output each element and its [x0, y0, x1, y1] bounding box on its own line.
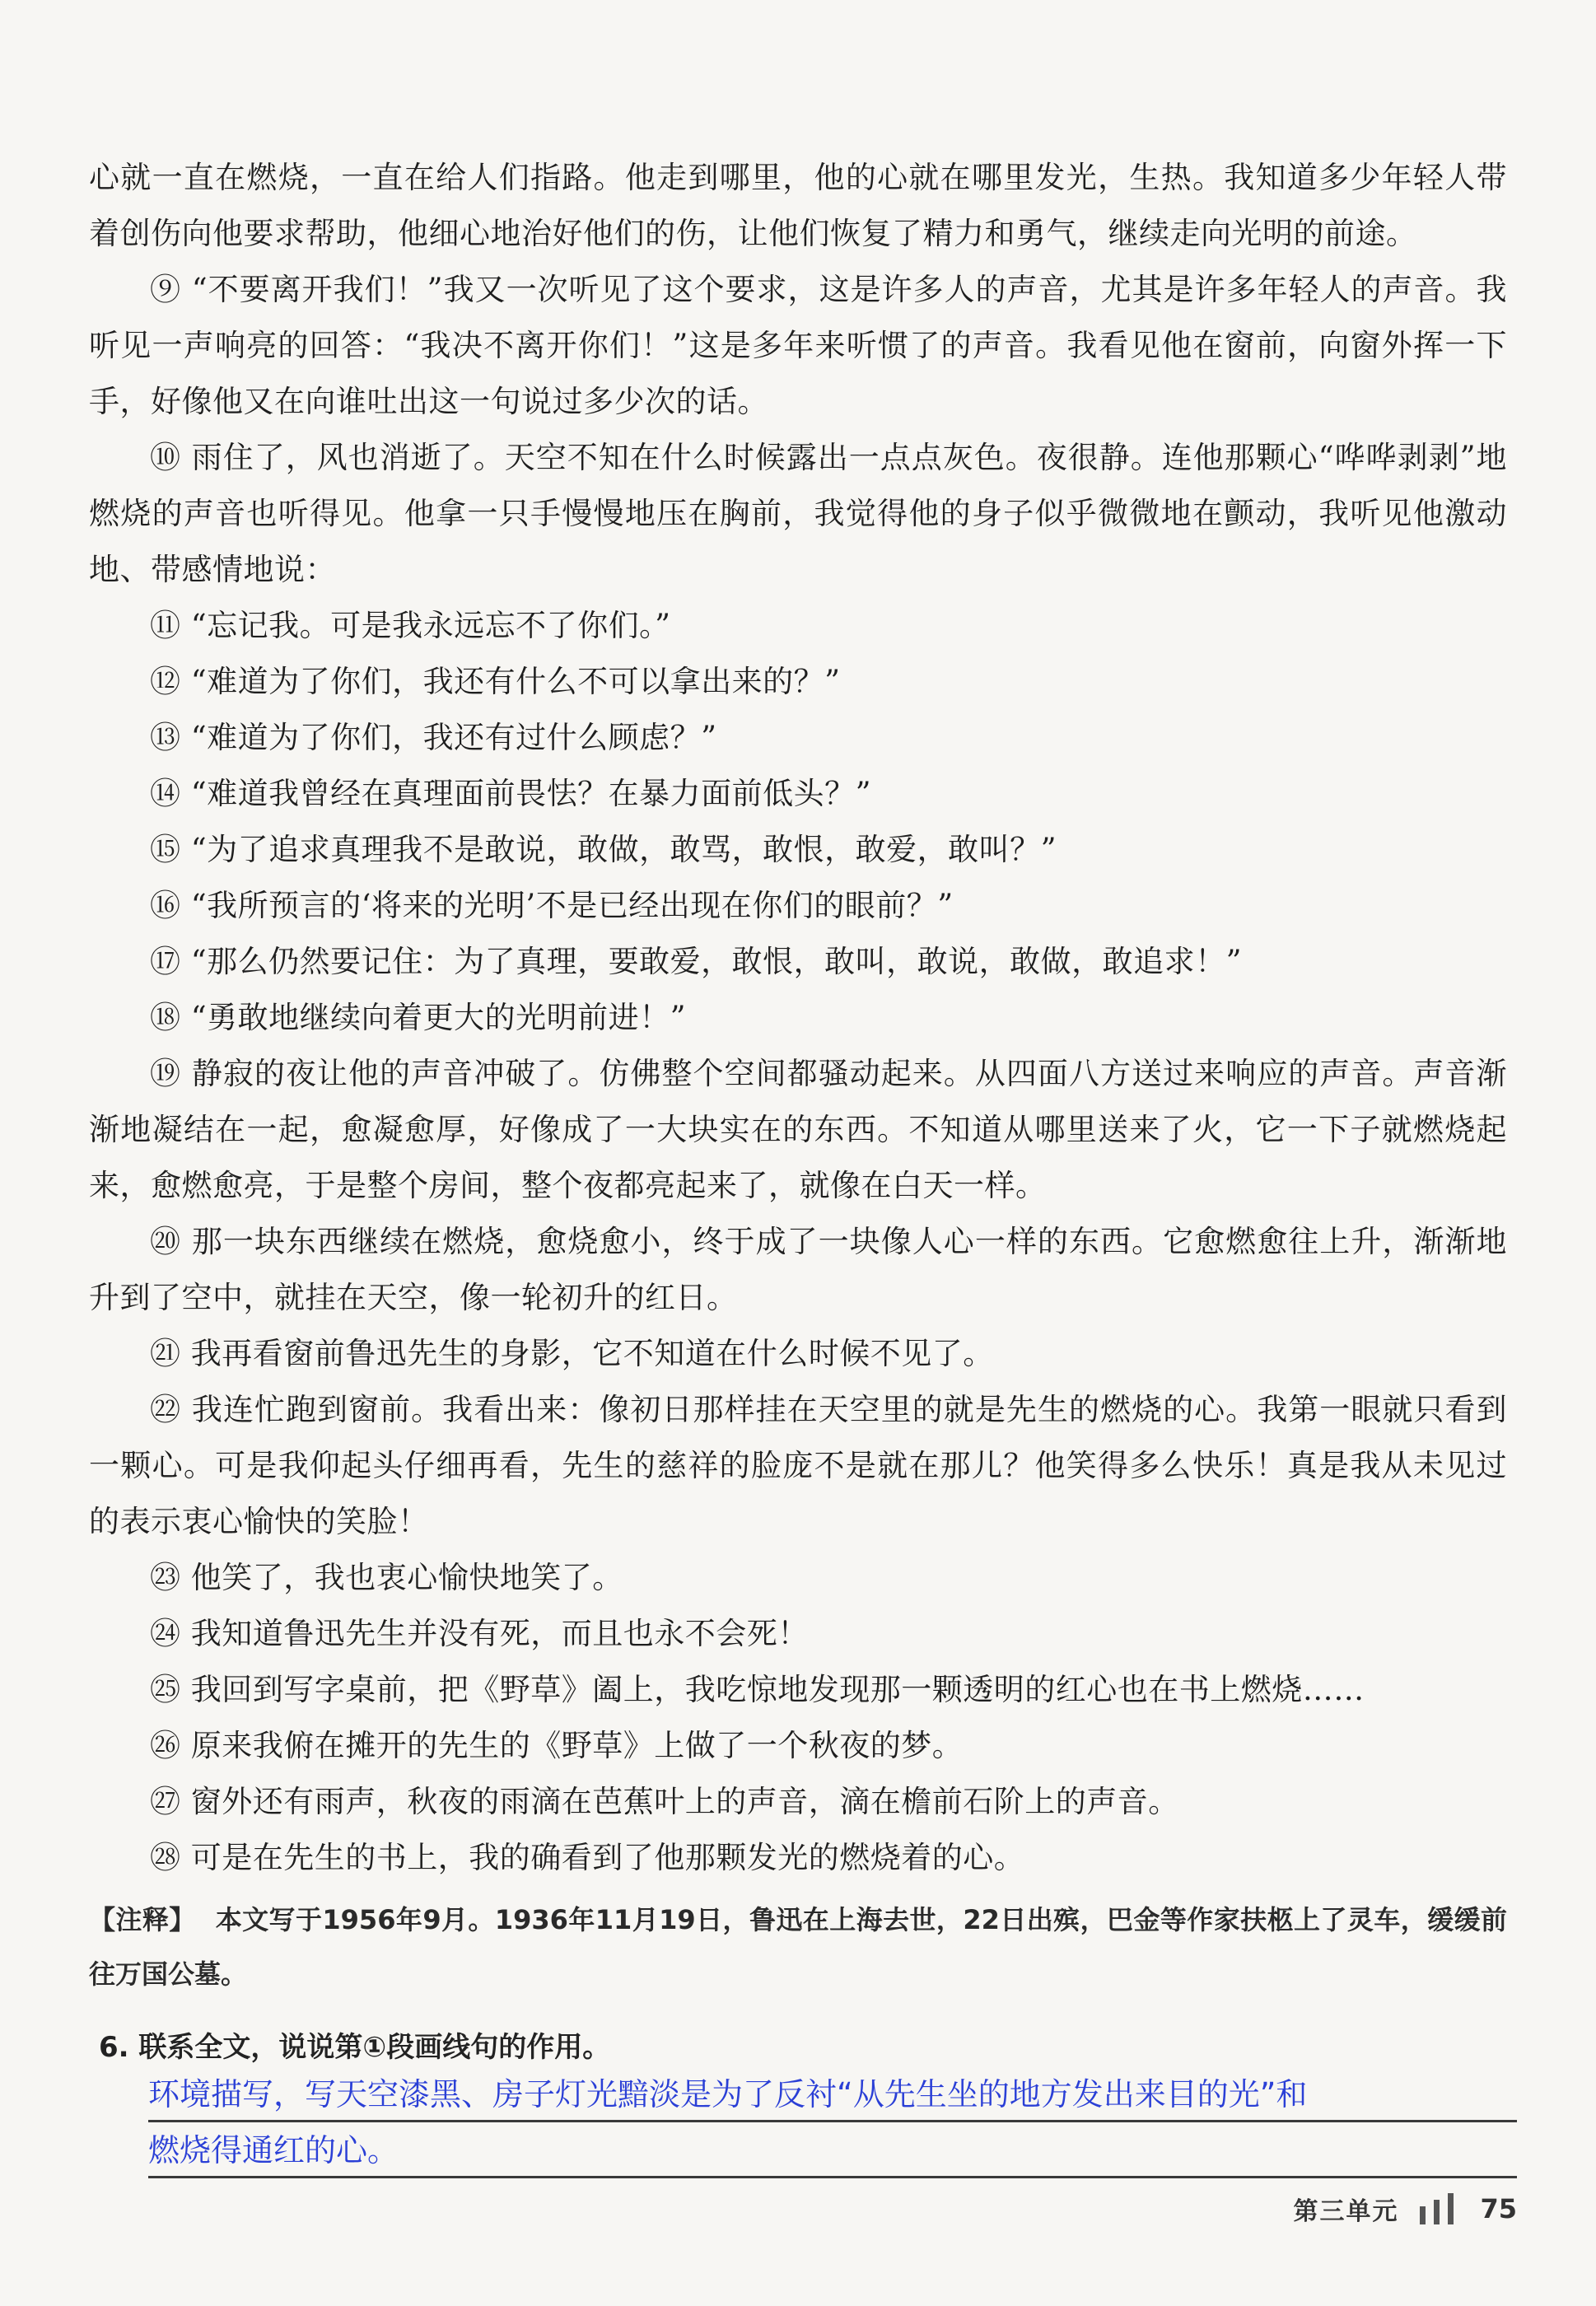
footer-bars-icon	[1420, 2193, 1454, 2224]
paragraph-20: ⑳ 那一块东西继续在燃烧，愈烧愈小，终于成了一块像人心一样的东西。它愈燃愈往上升，渐渐地升到了空中，就挂在天空，像一轮初升的红日。	[89, 1224, 1507, 1315]
paragraph-28: ㉘ 可是在先生的书上，我的确看到了他那颗发光的燃烧着的心。	[150, 1840, 1025, 1875]
paragraph-24: ㉔ 我知道鲁迅先生并没有死，而且也永不会死！	[150, 1616, 809, 1651]
page-footer	[1293, 2191, 1517, 2227]
handwritten-answer-line-1: 环境描写，写天空漆黑、房子灯光黯淡是为了反衬“从先生坐的地方发出来目的光”和	[148, 2076, 1308, 2112]
paragraph-18: ⑱ “勇敢地继续向着更大的光明前进！”	[150, 1000, 687, 1035]
paragraph-10: ⑩ 雨住了，风也消逝了。天空不知在什么时候露出一点点灰色。夜很静。连他那颗心“哗哗剥剥”地燃烧的声音也听得见。他拿一只手慢慢地压在胸前，我觉得他的身子似乎微微地在颤动，我听见他激动地、带感情地说：	[89, 440, 1507, 587]
question-6: 6. 联系全文，说说第①段画线句的作用。	[99, 2031, 611, 2064]
paragraph-16: ⑯ “我所预言的‘将来的光明’不是已经出现在你们的眼前？”	[150, 888, 954, 923]
paragraph-14: ⑭ “难道我曾经在真理面前畏怯？在暴力面前低头？”	[150, 776, 872, 811]
paragraph-9: ⑨ “不要离开我们！”我又一次听见了这个要求，这是许多人的声音，尤其是许多年轻人的声音。我听见一声响亮的回答：“我决不离开你们！”这是多年来听惯了的声音。我看见他在窗前，向窗外挥一下手，好像他又在向谁吐出这一句说过多少次的话。	[89, 272, 1507, 419]
paragraph-27: ㉗ 窗外还有雨声，秋夜的雨滴在芭蕉叶上的声音，滴在檐前石阶上的声音。	[150, 1784, 1179, 1819]
unit-label: 第三单元	[1293, 2197, 1399, 2226]
paragraph-17: ⑰ “那么仍然要记住：为了真理，要敢爱，敢恨，敢叫，敢说，敢做，敢追求！”	[150, 944, 1243, 979]
handwritten-answer-line-2: 燃烧得通红的心。	[148, 2132, 399, 2168]
paragraph-8-continuation: 心就一直在燃烧，一直在给人们指路。他走到哪里，他的心就在哪里发光，生热。我知道多少年轻人带着创伤向他要求帮助，他细心地治好他们的伤，让他们恢复了精力和勇气，继续走向光明的前途。	[89, 160, 1507, 251]
answer-rule-2	[148, 2176, 1517, 2178]
annotation-note	[89, 1893, 1507, 2001]
paragraph-26: ㉖ 原来我俯在摊开的先生的《野草》上做了一个秋夜的梦。	[150, 1728, 964, 1763]
paragraph-23: ㉓ 他笑了，我也衷心愉快地笑了。	[150, 1560, 623, 1595]
note-text: 本文写于1956年9月。1936年11月19日，鲁迅在上海去世，22日出殡，巴金等作家扶柩上了灵车，缓缓前往万国公墓。	[89, 1904, 1507, 1990]
paragraph-21: ㉑ 我再看窗前鲁迅先生的身影，它不知道在什么时候不见了。	[150, 1336, 994, 1371]
note-label: 【注释】	[89, 1904, 196, 1935]
paragraph-22: ㉒ 我连忙跑到窗前。我看出来：像初日那样挂在天空里的就是先生的燃烧的心。我第一眼就只看到一颗心。可是我仰起头仔细再看，先生的慈祥的脸庞不是就在那儿？他笑得多么快乐！真是我从未见过的表示衷心愉快的笑脸！	[89, 1392, 1507, 1539]
paragraph-25: ㉕ 我回到写字桌前，把《野草》阖上，我吃惊地发现那一颗透明的红心也在书上燃烧……	[150, 1672, 1365, 1707]
paragraph-12: ⑫ “难道为了你们，我还有什么不可以拿出来的？”	[150, 664, 841, 699]
page-number: 75	[1480, 2193, 1517, 2224]
paragraph-11: ⑪ “忘记我。可是我永远忘不了你们。”	[150, 608, 671, 643]
answer-rule-1	[148, 2120, 1517, 2122]
paragraph-13: ⑬ “难道为了你们，我还有过什么顾虑？”	[150, 720, 717, 755]
paragraph-15: ⑮ “为了追求真理我不是敢说，敢做，敢骂，敢恨，敢爱，敢叫？”	[150, 832, 1057, 867]
paragraph-19: ⑲ 静寂的夜让他的声音冲破了。仿佛整个空间都骚动起来。从四面八方送过来响应的声音。声音渐渐地凝结在一起，愈凝愈厚，好像成了一大块实在的东西。不知道从哪里送来了火，它一下子就燃烧起来，愈燃愈亮，于是整个房间，整个夜都亮起来了，就像在白天一样。	[89, 1056, 1507, 1203]
